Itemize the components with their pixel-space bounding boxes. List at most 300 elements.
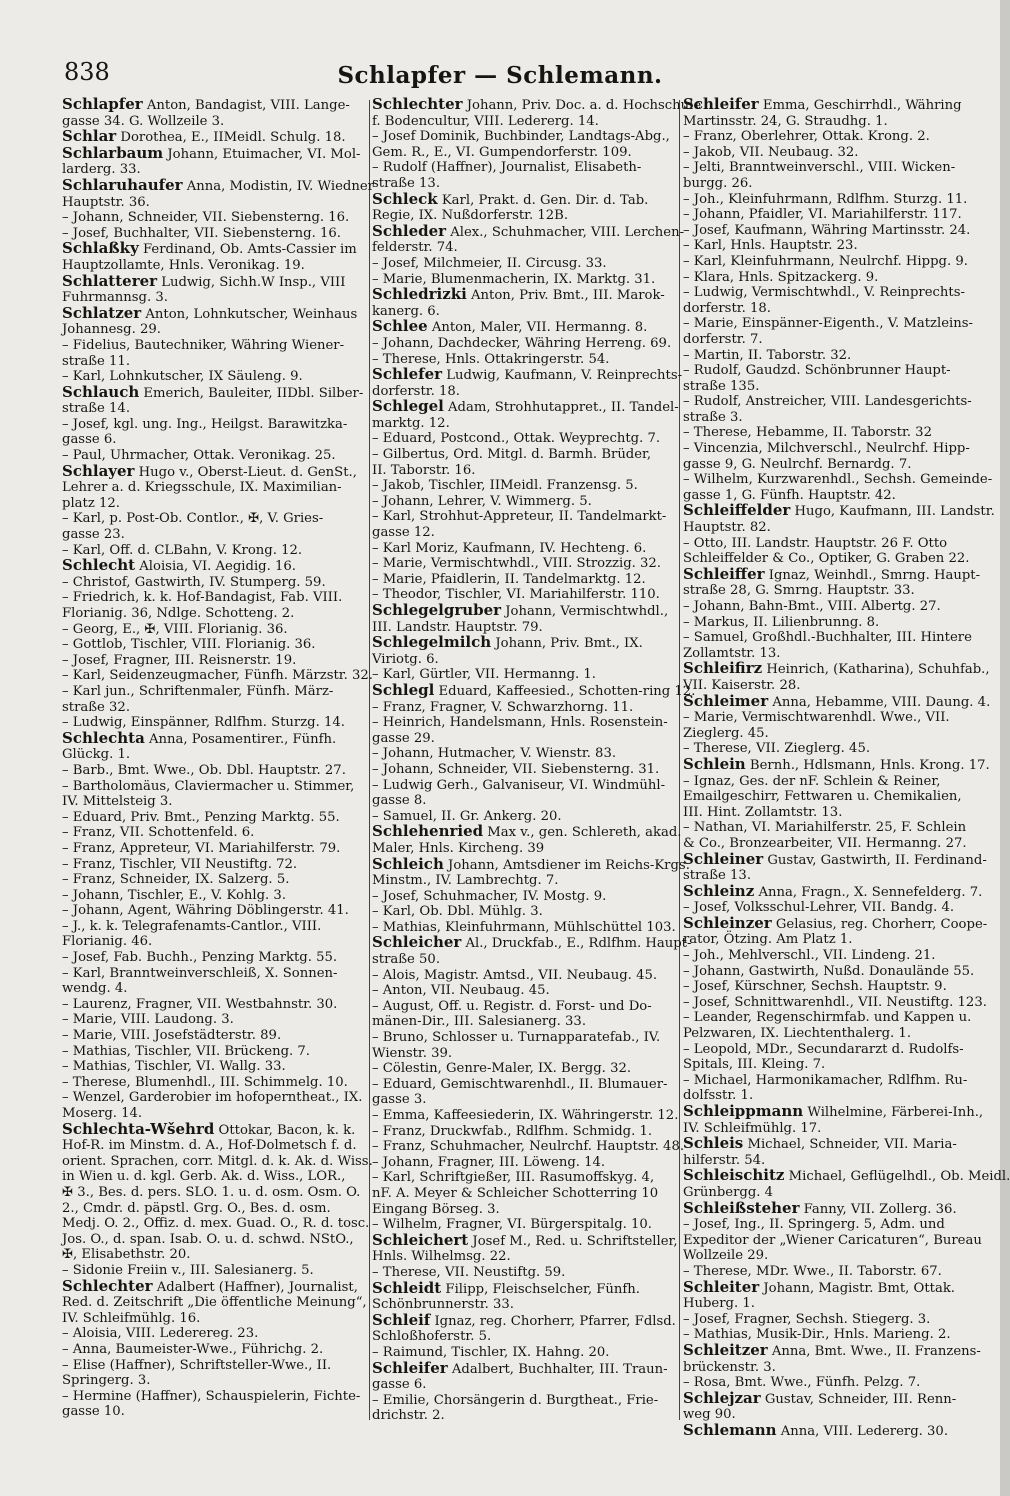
entry-text: dorferstr. 7. bbox=[683, 331, 763, 347]
entry-text: 2., Cmdr. d. päpstl. Grg. O., Bes. d. osm. bbox=[62, 1200, 331, 1216]
entry-line bbox=[683, 1248, 983, 1264]
entry-text: – Wenzel, Garderobier im hofoperntheat., IX. bbox=[62, 1090, 363, 1106]
entry-line bbox=[372, 556, 677, 572]
entry-text: gasse 9, G. Neulrchf. Bernardg. 7. bbox=[683, 456, 912, 472]
entry-text: – Emma, Kaffeesiederin, IX. Währingerstr. 12. bbox=[372, 1108, 679, 1123]
entry-text: – Ludwig, Vermischtwhdl., V. Reinprechts- bbox=[683, 285, 965, 301]
entry-text: dorferstr. 18. bbox=[683, 300, 771, 316]
entry-text: – Therese, VII. Neustiftg. 59. bbox=[372, 1264, 566, 1280]
entry-line bbox=[372, 715, 677, 731]
entry-line bbox=[62, 841, 367, 857]
entry-line bbox=[62, 934, 367, 950]
entry-line bbox=[62, 1090, 367, 1106]
entry-text: Johann, Etuimacher, VI. Mol- bbox=[163, 146, 361, 162]
entry-line bbox=[683, 332, 983, 348]
entry-text: – Josef, Volksschul-Lehrer, VII. Bandg. 4. bbox=[683, 900, 955, 916]
entry-text: Wollzeile 29. bbox=[683, 1248, 769, 1264]
entry-text: Johann, Priv. Doc. a. d. Hochschule bbox=[462, 98, 702, 113]
entry-text: weg 90. bbox=[683, 1407, 736, 1423]
entry-head-line bbox=[372, 95, 702, 114]
entry-line bbox=[372, 1170, 677, 1186]
entry-text: – Johann, Schneider, VII. Siebensterng. 16. bbox=[62, 210, 350, 226]
entry-line bbox=[62, 919, 367, 935]
entry-text: – Ludwig, Einspänner, Rdlfhm. Sturzg. 14. bbox=[62, 715, 345, 731]
entry-line bbox=[372, 1108, 677, 1124]
entry-line bbox=[62, 496, 367, 512]
entry-head-line bbox=[683, 1420, 983, 1440]
entry-text: Bernh., Hdlsmann, Hnls. Krong. 17. bbox=[745, 757, 990, 773]
entry-text: gasse 12. bbox=[372, 525, 435, 541]
entry-text: gasse 23. bbox=[62, 527, 125, 543]
entry-text: – Jelti, Branntweinverschl., VIII. Wicken- bbox=[683, 160, 956, 176]
surname: Schlaßky bbox=[62, 239, 139, 258]
surname: Schleifirz bbox=[683, 659, 763, 678]
entry-text: straße 32. bbox=[62, 699, 131, 715]
entry-text: – Josef, Kaufmann, Währing Martinsstr. 24. bbox=[683, 222, 971, 238]
entry-line bbox=[62, 684, 367, 700]
entry-line bbox=[62, 1404, 367, 1420]
entry-text: IV. Schleifmühlg. 16. bbox=[62, 1310, 201, 1326]
entry-head-line bbox=[62, 1276, 367, 1296]
entry-head-line bbox=[683, 1166, 1010, 1185]
entry-line bbox=[62, 511, 367, 527]
surname: Schledrizki bbox=[372, 285, 467, 304]
entry-text: – Gilbertus, Ord. Mitgl. d. Barmh. Brüder, bbox=[372, 447, 652, 463]
entry-line bbox=[372, 1408, 677, 1424]
entry-line bbox=[62, 997, 367, 1013]
entry-text: Ludwig, Kaufmann, V. Reinprechts- bbox=[442, 368, 683, 384]
entry-text: hilferstr. 54. bbox=[683, 1152, 766, 1168]
entry-line bbox=[683, 520, 983, 536]
entry-line bbox=[683, 270, 983, 286]
entry-text: Anna, Posamentirer., Fünfh. bbox=[144, 731, 337, 747]
surname: Schleicher bbox=[372, 933, 462, 952]
entry-line bbox=[62, 981, 367, 997]
entry-text: Al., Druckfab., E., Rdlfhm. Haupt- bbox=[461, 936, 692, 952]
entry-text: – Nathan, VI. Mariahilferstr. 25, F. Schlein bbox=[683, 820, 967, 836]
entry-text: Martinsstr. 24, G. Straudhg. 1. bbox=[683, 113, 888, 129]
entry-line bbox=[683, 363, 983, 379]
entry-line bbox=[683, 192, 983, 208]
entry-head-line bbox=[62, 241, 367, 258]
entry-line bbox=[372, 793, 677, 809]
entry-line bbox=[683, 1073, 983, 1089]
entry-text: Eduard, Kaffeesied., Schotten-ring 12. bbox=[434, 683, 696, 699]
surname: Schlee bbox=[372, 317, 428, 336]
entry-line bbox=[372, 478, 677, 494]
entry-line bbox=[62, 903, 367, 919]
entry-text: – Johann, Agent, Währing Döblingerstr. 41. bbox=[62, 903, 349, 919]
entry-line bbox=[683, 285, 983, 301]
surname: Schlayer bbox=[62, 461, 135, 480]
entry-line bbox=[372, 1014, 677, 1030]
entry-line bbox=[62, 1201, 367, 1217]
entry-text: Zollamtstr. 13. bbox=[683, 645, 781, 661]
entry-line bbox=[683, 726, 983, 742]
entry-line bbox=[62, 354, 367, 370]
entry-text: burgg. 26. bbox=[683, 175, 753, 191]
column-2 bbox=[372, 95, 702, 1424]
entry-text: – Marie, Pfaidlerin, II. Tandelmarktg. 12. bbox=[372, 571, 646, 587]
entry-text: – August, Off. u. Registr. d. Forst- und Do- bbox=[372, 998, 652, 1014]
entry-text: Jos. O., d. span. Isab. O. u. d. schwd. NStO., bbox=[62, 1231, 354, 1247]
surname: Schlatterer bbox=[62, 271, 158, 290]
entry-line bbox=[683, 536, 983, 552]
entry-text: – Josef, Buchhalter, VII. Siebensterng. 16. bbox=[62, 225, 341, 241]
surname: Schleitzer bbox=[683, 1340, 768, 1359]
entry-text: – Johann, Schneider, VII. Siebensterng. 31. bbox=[372, 761, 660, 777]
entry-text: Fuhrmannsg. 3. bbox=[62, 290, 168, 306]
entry-text: Fanny, VII. Zollerg. 36. bbox=[799, 1201, 957, 1217]
entry-line bbox=[683, 979, 983, 995]
surname: Schleichert bbox=[372, 1230, 469, 1249]
entry-text: Heinrich, (Katharina), Schuhfab., bbox=[762, 662, 990, 678]
entry-text: ✠, Elisabethstr. 20. bbox=[62, 1247, 191, 1263]
entry-text: – Mathias, Tischler, VI. Wallg. 33. bbox=[62, 1059, 286, 1075]
surname: Schleiner bbox=[683, 849, 764, 868]
entry-line bbox=[62, 480, 367, 496]
entry-text: – Franz, Fragner, V. Schwarzhorng. 11. bbox=[372, 699, 634, 715]
entry-text: gasse 29. bbox=[372, 730, 435, 746]
entry-text: Gustav, Schneider, III. Renn- bbox=[760, 1391, 957, 1407]
entry-text: Red. d. Zeitschrift „Die öffentliche Meinung“, bbox=[62, 1295, 367, 1311]
entry-line bbox=[372, 1077, 677, 1093]
entry-line bbox=[683, 441, 983, 457]
entry-text: Florianig. 36, Ndlge. Schotteng. 2. bbox=[62, 606, 295, 621]
entry-text: – Markus, II. Lilienbrunng. 8. bbox=[683, 614, 880, 630]
entry-line bbox=[372, 904, 677, 920]
entry-line bbox=[683, 710, 983, 726]
surname: Schlemann bbox=[683, 1420, 777, 1439]
entry-text: – Fidelius, Bautechniker, Währing Wiener- bbox=[62, 337, 345, 353]
entry-line bbox=[683, 1233, 983, 1249]
entry-text: – Therese, Blumenhdl., III. Schimmelg. 10. bbox=[62, 1074, 348, 1090]
entry-head-line bbox=[372, 221, 685, 241]
entry-text: – Elise (Haffner), Schriftsteller-Wwe., II. bbox=[62, 1357, 332, 1373]
entry-line bbox=[62, 872, 367, 888]
entry-text: Hauptstr. 36. bbox=[62, 194, 150, 210]
entry-text: – Eduard, Postcond., Ottak. Weyprechtg. 7. bbox=[372, 431, 661, 447]
entry-text: Grünbergg. 4 bbox=[683, 1184, 774, 1200]
entry-text: – Karl, Gürtler, VII. Hermanng. 1. bbox=[372, 667, 596, 683]
entry-line bbox=[683, 805, 983, 821]
entry-line bbox=[62, 527, 367, 543]
entry-line bbox=[62, 1044, 367, 1060]
entry-text: – Rosa, Bmt. Wwe., Fünfh. Pelzg. 7. bbox=[683, 1375, 921, 1391]
entry-line bbox=[372, 256, 677, 272]
entry-text: gasse 8. bbox=[372, 793, 427, 809]
entry-text: felderstr. 74. bbox=[372, 240, 458, 256]
surname: Schleich bbox=[372, 854, 444, 873]
entry-text: Emailgeschirr, Fettwaren u. Chemikalien, bbox=[683, 789, 962, 805]
entry-line bbox=[372, 1202, 677, 1218]
entry-text: mänen-Dir., III. Salesianerg. 33. bbox=[372, 1014, 587, 1030]
entry-text: gasse 10. bbox=[62, 1404, 125, 1420]
entry-text: marktg. 12. bbox=[372, 415, 450, 431]
entry-head-line bbox=[683, 1198, 983, 1218]
entry-text: – Jakob, Tischler, IIMeidl. Franzensg. 5. bbox=[372, 478, 638, 494]
entry-text: Anna, VIII. Ledererg. 30. bbox=[776, 1423, 949, 1439]
entry-line bbox=[683, 145, 983, 161]
entry-text: – Klara, Hnls. Spitzackerg. 9. bbox=[683, 269, 879, 285]
entry-line bbox=[372, 145, 677, 161]
entry-text: Wienstr. 39. bbox=[372, 1045, 453, 1061]
entry-line bbox=[62, 622, 367, 638]
entry-text: Wilhelmine, Färberei-Inh., bbox=[803, 1105, 984, 1120]
entry-text: Anna, Hebamme, VIII. Daung. 4. bbox=[768, 694, 991, 710]
entry-line bbox=[372, 983, 677, 999]
surname: Schleis bbox=[683, 1134, 744, 1153]
entry-line bbox=[372, 889, 677, 905]
entry-text: – Jakob, VII. Neubaug. 32. bbox=[683, 144, 859, 160]
entry-text: Ludwig, Sichh.W Insp., VIII bbox=[157, 274, 346, 290]
entry-text: – Karl Moriz, Kaufmann, IV. Hechteng. 6. bbox=[372, 540, 647, 556]
entry-line bbox=[372, 778, 677, 794]
entry-text: IV. Mittelsteig 3. bbox=[62, 794, 173, 810]
entry-line bbox=[62, 322, 367, 338]
entry-text: – J., k. k. Telegrafenamts-Cantlor., VIII. bbox=[62, 918, 322, 934]
entry-text: Hugo v., Oberst-Lieut. d. GenSt., bbox=[134, 464, 357, 480]
entry-text: Johannesg. 29. bbox=[62, 322, 161, 338]
entry-text: Zieglerg. 45. bbox=[683, 725, 769, 741]
entry-line bbox=[372, 1249, 677, 1265]
entry-text: Anton, Maler, VII. Hermanng. 8. bbox=[427, 320, 648, 336]
entry-text: Adalbert (Haffner), Journalist, bbox=[152, 1279, 358, 1295]
entry-text: – Bartholomäus, Claviermacher u. Stimmer, bbox=[62, 778, 355, 794]
entry-head-line bbox=[372, 603, 677, 620]
entry-text: Johann, Magistr. Bmt, Ottak. bbox=[759, 1280, 955, 1296]
column-rule bbox=[679, 100, 680, 1420]
entry-text: gasse 3. bbox=[372, 1092, 427, 1108]
entry-text: Medj. O. 2., Offiz. d. mex. Guad. O., R. d. tosc. bbox=[62, 1216, 370, 1232]
entry-text: Ottokar, Bacon, k. k. bbox=[214, 1122, 356, 1138]
entry-head-line bbox=[62, 558, 367, 575]
surname: Schlein bbox=[683, 754, 746, 773]
entry-text: platz 12. bbox=[62, 495, 120, 511]
entry-text: – Joh., Kleinfuhrmann, Rdlfhm. Sturzg. 11. bbox=[683, 191, 968, 207]
entry-text: Josef M., Red. u. Schriftsteller, bbox=[468, 1233, 678, 1249]
entry-text: – Marie, Einspänner-Eigenth., V. Matzleins- bbox=[683, 316, 973, 332]
entry-text: – Sidonie Freiin v., III. Salesianerg. 5. bbox=[62, 1262, 314, 1278]
entry-text: – Anton, VII. Neubaug. 45. bbox=[372, 983, 550, 999]
entry-text: – Bruno, Schlosser u. Turnapparatefab., IV. bbox=[372, 1030, 661, 1046]
entry-line bbox=[62, 432, 367, 448]
entry-text: – Karl, p. Post-Ob. Contlor., ✠, V. Gries- bbox=[62, 511, 324, 527]
surname: Schleiter bbox=[683, 1277, 760, 1296]
entry-text: straße 13. bbox=[372, 175, 441, 191]
entry-line bbox=[372, 1155, 677, 1171]
entry-text: dorferstr. 18. bbox=[372, 383, 460, 399]
entry-text: Schloßhoferstr. 5. bbox=[372, 1329, 492, 1345]
surname: Schleiffer bbox=[683, 564, 765, 583]
entry-text: – Josef, Milchmeier, II. Circusg. 33. bbox=[372, 255, 607, 271]
entry-text: – Marie, VIII. Josefstädterstr. 89. bbox=[62, 1028, 282, 1044]
entry-line bbox=[62, 747, 367, 763]
entry-line bbox=[62, 763, 367, 779]
entry-line bbox=[372, 431, 677, 447]
entry-text: – Karl, Branntweinverschleiß, X. Sonnen- bbox=[62, 965, 338, 981]
entry-line bbox=[683, 1360, 983, 1376]
entry-head-line bbox=[683, 1340, 983, 1360]
entry-text: – Karl, Strohhut-Appreteur, II. Tandelmarkt- bbox=[372, 509, 667, 525]
entry-text: – Therese, VII. Zieglerg. 45. bbox=[683, 741, 871, 757]
entry-text: Maler, Hnls. Kircheng. 39 bbox=[372, 840, 545, 856]
entry-line bbox=[372, 873, 677, 889]
entry-line bbox=[683, 316, 983, 332]
surname: Schleifer bbox=[683, 95, 759, 113]
entry-head-line bbox=[683, 97, 983, 114]
entry-head-line bbox=[62, 175, 374, 195]
surname: Schlejzar bbox=[683, 1388, 761, 1407]
running-head: Schlapfer — Schlemann. bbox=[337, 62, 663, 89]
entry-text: Hnls. Wilhelmsg. 22. bbox=[372, 1249, 511, 1265]
entry-line bbox=[372, 160, 677, 176]
entry-text: – Otto, III. Landstr. Hauptstr. 26 F. Otto bbox=[683, 535, 948, 551]
entry-text: straße 50. bbox=[372, 952, 441, 968]
entry-text: – Samuel, Großhdl.-Buchhalter, III. Hintere bbox=[683, 630, 972, 646]
entry-text: Anton, Lohnkutscher, Weinhaus bbox=[141, 306, 358, 322]
surname: Schlar bbox=[62, 127, 117, 146]
entry-line bbox=[62, 1232, 367, 1248]
entry-line bbox=[683, 348, 983, 364]
entry-text: – Barb., Bmt. Wwe., Ob. Dbl. Hauptstr. 27. bbox=[62, 762, 346, 778]
surname: Schlegelmilch bbox=[372, 633, 492, 652]
entry-line bbox=[62, 668, 373, 684]
surname: Schlatzer bbox=[62, 303, 142, 322]
entry-text: – Karl, Hnls. Hauptstr. 23. bbox=[683, 238, 858, 254]
entry-text: – Josef, Kürschner, Sechsh. Hauptstr. 9. bbox=[683, 979, 947, 995]
entry-head-line bbox=[372, 854, 690, 874]
surname: Schlehenried bbox=[372, 822, 484, 841]
entry-text: – Marie, Vermischtwarenhdl. Wwe., VII. bbox=[683, 710, 950, 726]
entry-head-line bbox=[62, 382, 367, 402]
entry-line bbox=[62, 210, 367, 226]
entry-text: Lehrer a. d. Kriegsschule, IX. Maximilian- bbox=[62, 480, 342, 496]
entry-line bbox=[683, 394, 983, 410]
surname: Schlegl bbox=[372, 680, 435, 699]
entry-text: Huberg. 1. bbox=[683, 1296, 755, 1312]
entry-text: gasse 1, G. Fünfh. Hauptstr. 42. bbox=[683, 487, 896, 503]
entry-text: VII. Kaiserstr. 28. bbox=[683, 677, 801, 693]
entry-text: – Rudolf (Haffner), Journalist, Elisabeth- bbox=[372, 160, 642, 176]
surname: Schlegel bbox=[372, 397, 444, 416]
entry-text: in Wien u. d. kgl. Gerb. Ak. d. Wiss., LOR., bbox=[62, 1169, 346, 1185]
entry-line bbox=[62, 857, 367, 873]
entry-text: – Joh., Mehlverschl., VII. Lindeng. 21. bbox=[683, 948, 936, 964]
entry-text: – Laurenz, Fragner, VII. Westbahnstr. 30. bbox=[62, 996, 338, 1012]
entry-line bbox=[372, 494, 677, 510]
entry-text: – Josef, Schnittwarenhdl., VII. Neustiftg. 123. bbox=[683, 994, 987, 1010]
entry-text: Max v., gen. Schlereth, akad. bbox=[483, 825, 682, 841]
entry-line bbox=[683, 615, 983, 631]
entry-text: – Franz, VII. Schottenfeld. 6. bbox=[62, 825, 255, 841]
entry-text: – Therese, Hebamme, II. Taborstr. 32 bbox=[683, 425, 932, 441]
entry-text: Michael, Schneider, VII. Maria- bbox=[743, 1137, 957, 1153]
entry-text: – Cölestin, Genre-Maler, IX. Bergg. 32. bbox=[372, 1061, 632, 1077]
entry-line bbox=[62, 1373, 367, 1389]
entry-text: – Ludwig Gerh., Galvaniseur, VI. Windmühl- bbox=[372, 777, 666, 793]
entry-line bbox=[62, 338, 367, 354]
entry-text: straße 28, G. Smrng. Hauptstr. 33. bbox=[683, 583, 915, 599]
entry-text: Dorothea, E., IIMeidl. Schulg. 18. bbox=[116, 130, 346, 146]
entry-text: – Karl, Schriftgießer, III. Rasumoffskyg. 4, bbox=[372, 1170, 655, 1186]
entry-line bbox=[62, 1247, 367, 1263]
entry-head-line bbox=[683, 1104, 983, 1121]
entry-line bbox=[372, 999, 677, 1015]
surname: Schleischitz bbox=[683, 1166, 785, 1185]
surname: Schleiffelder bbox=[683, 501, 791, 520]
entry-text: – Leander, Regenschirmfab. und Kappen u. bbox=[683, 1010, 972, 1026]
surname: Schleck bbox=[372, 189, 438, 208]
entry-text: Adam, Strohhutappret., II. Tandel- bbox=[443, 400, 679, 416]
entry-line bbox=[683, 948, 983, 964]
entry-line bbox=[683, 207, 983, 223]
entry-head-line bbox=[62, 97, 367, 114]
entry-text: – Wilhelm, Kurzwarenhdl., Sechsh. Gemeinde- bbox=[683, 472, 993, 488]
entry-text: Pelzwaren, IX. Liechtenthalerg. 1. bbox=[683, 1026, 912, 1042]
entry-line bbox=[683, 774, 983, 790]
entry-text: – Josef, Fragner, Sechsh. Stiegerg. 3. bbox=[683, 1311, 931, 1327]
entry-text: straße 135. bbox=[683, 378, 760, 394]
entry-head-line bbox=[372, 1278, 677, 1298]
entry-text: – Mathias, Kleinfuhrmann, Mühlschüttel 103. bbox=[372, 919, 676, 935]
entry-text: – Therese, MDr. Wwe., II. Taborstr. 67. bbox=[683, 1263, 942, 1279]
entry-text: Gelasius, reg. Chorherr, Coope- bbox=[771, 916, 988, 932]
entry-text: – Raimund, Tischler, IX. Hahng. 20. bbox=[372, 1344, 610, 1360]
entry-text: – Johann, Dachdecker, Währing Herreng. 69. bbox=[372, 335, 672, 351]
entry-text: Anna, Bmt. Wwe., II. Franzens- bbox=[767, 1343, 981, 1359]
entry-line bbox=[62, 575, 367, 591]
entry-line bbox=[683, 472, 993, 488]
entry-line bbox=[372, 1030, 677, 1046]
entry-line bbox=[62, 1326, 367, 1342]
entry-text: – Emilie, Chorsängerin d. Burgtheat., Frie- bbox=[372, 1392, 659, 1408]
entry-line bbox=[62, 637, 367, 653]
entry-text: Schönbrunnerstr. 33. bbox=[372, 1297, 514, 1313]
entry-text: – Vincenzia, Milchverschl., Neulrchf. Hipp- bbox=[683, 441, 970, 457]
entry-text: – Johann, Tischler, E., V. Kohlg. 3. bbox=[62, 887, 287, 903]
entry-head-line bbox=[372, 680, 696, 700]
entry-line bbox=[683, 1057, 983, 1073]
entry-line bbox=[372, 541, 677, 557]
entry-head-line bbox=[372, 635, 677, 652]
entry-line bbox=[62, 1059, 367, 1075]
entry-head-line bbox=[372, 399, 677, 416]
entry-line bbox=[683, 160, 983, 176]
surname: Schlegelgruber bbox=[372, 601, 502, 619]
entry-text: – Johann, Hutmacher, V. Wienstr. 83. bbox=[372, 746, 617, 762]
entry-text: kanerg. 6. bbox=[372, 303, 440, 319]
entry-line bbox=[62, 1295, 367, 1311]
entry-line bbox=[62, 606, 367, 622]
entry-text: Hauptzollamte, Hnls. Veronikag. 19. bbox=[62, 257, 305, 273]
entry-line bbox=[683, 820, 983, 836]
entry-text: – Karl, Off. d. CLBahn, V. Krong. 12. bbox=[62, 542, 303, 558]
entry-head-line bbox=[372, 1310, 677, 1330]
entry-line bbox=[62, 1216, 370, 1232]
entry-line bbox=[683, 129, 983, 145]
entry-text: Springerg. 3. bbox=[62, 1373, 151, 1389]
entry-line bbox=[62, 401, 367, 417]
entry-head-line bbox=[372, 319, 677, 336]
entry-head-line bbox=[372, 1358, 677, 1378]
entry-head-line bbox=[683, 501, 995, 520]
entry-text: – Michael, Harmonikamacher, Rdlfhm. Ru- bbox=[683, 1072, 968, 1088]
entry-text: – Karl jun., Schriftenmaler, Fünfh. März- bbox=[62, 683, 334, 699]
entry-line bbox=[372, 1061, 677, 1077]
entry-text: Karl, Prakt. d. Gen. Dir. d. Tab. bbox=[437, 192, 649, 208]
entry-line bbox=[372, 1377, 677, 1393]
